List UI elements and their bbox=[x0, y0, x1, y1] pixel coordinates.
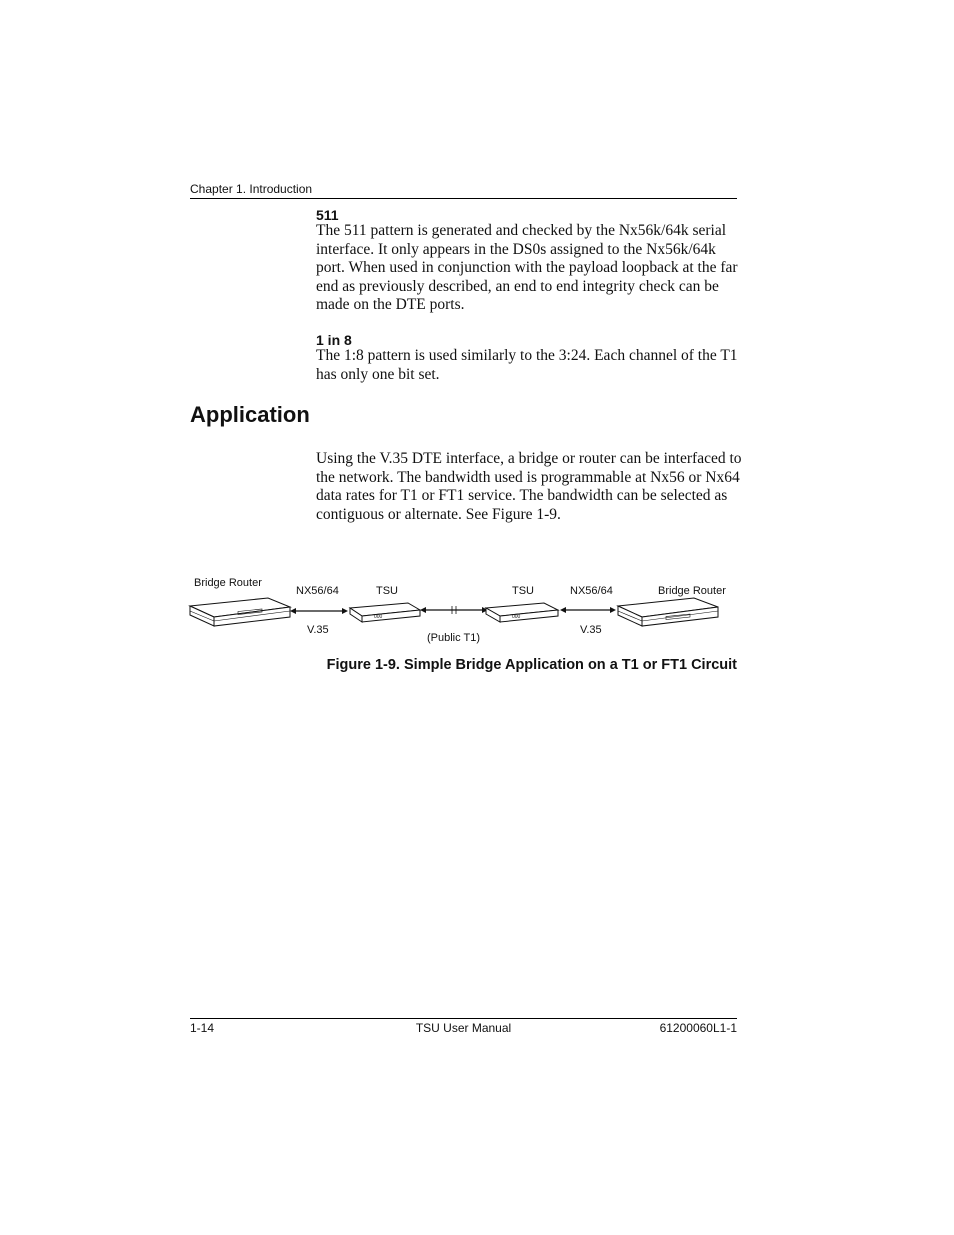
right-interface-label: V.35 bbox=[580, 624, 602, 636]
svg-text:000: 000 bbox=[374, 614, 383, 620]
svg-text:000: 000 bbox=[512, 614, 521, 620]
part-number: 61200060L1-1 bbox=[659, 1021, 737, 1035]
left-interface-label: V.35 bbox=[307, 624, 329, 636]
running-head: Chapter 1. Introduction bbox=[190, 182, 313, 196]
right-bridge-router-device bbox=[618, 598, 718, 626]
left-rate-label: NX56/64 bbox=[296, 585, 339, 597]
public-t1-link bbox=[420, 606, 488, 614]
right-rate-label: NX56/64 bbox=[570, 585, 613, 597]
footer-rule bbox=[190, 1018, 737, 1019]
application-text: Using the V.35 DTE interface, a bridge or router can be interfaced to the network. The bandwidth used is programmable at Nx56 or Nx64 data rates for T1 or FT1 service. The bandwidth can be selected as contiguous or alternate. See Figure 1-9. bbox=[316, 450, 742, 523]
left-tsu-device bbox=[350, 603, 420, 622]
left-link-arrow bbox=[290, 608, 348, 614]
right-link-arrow bbox=[560, 607, 616, 613]
section-511-title: 511 bbox=[316, 207, 339, 223]
left-bridge-router-device bbox=[190, 598, 290, 626]
section-1in8-text: The 1:8 pattern is used similarly to the 3:24. Each channel of the T1 has only one bit set. bbox=[316, 347, 738, 383]
page-number: 1-14 bbox=[190, 1021, 215, 1035]
right-tsu-label: TSU bbox=[512, 585, 534, 597]
left-tsu-label: TSU bbox=[376, 585, 398, 597]
section-511-text: The 511 pattern is generated and checked by the Nx56k/64k serial interface. It only appears in the DS0s assigned to the Nx56k/64k port. When used in conjunction with the payload loopback at the far end as previously described, an end to end integrity check can be made on the DTE ports. bbox=[316, 222, 738, 314]
figure-caption: Figure 1-9. Simple Bridge Application on a T1 or FT1 Circuit bbox=[326, 657, 737, 673]
right-router-label: Bridge Router bbox=[658, 585, 726, 597]
bridge-application-diagram bbox=[186, 570, 746, 650]
network-label: (Public T1) bbox=[427, 632, 480, 644]
header-rule bbox=[190, 198, 737, 199]
right-tsu-device bbox=[486, 603, 558, 622]
left-router-label: Bridge Router bbox=[194, 577, 262, 589]
manual-title: TSU User Manual bbox=[415, 1021, 512, 1035]
application-heading: Application bbox=[190, 402, 310, 427]
section-1in8-title: 1 in 8 bbox=[316, 332, 352, 348]
